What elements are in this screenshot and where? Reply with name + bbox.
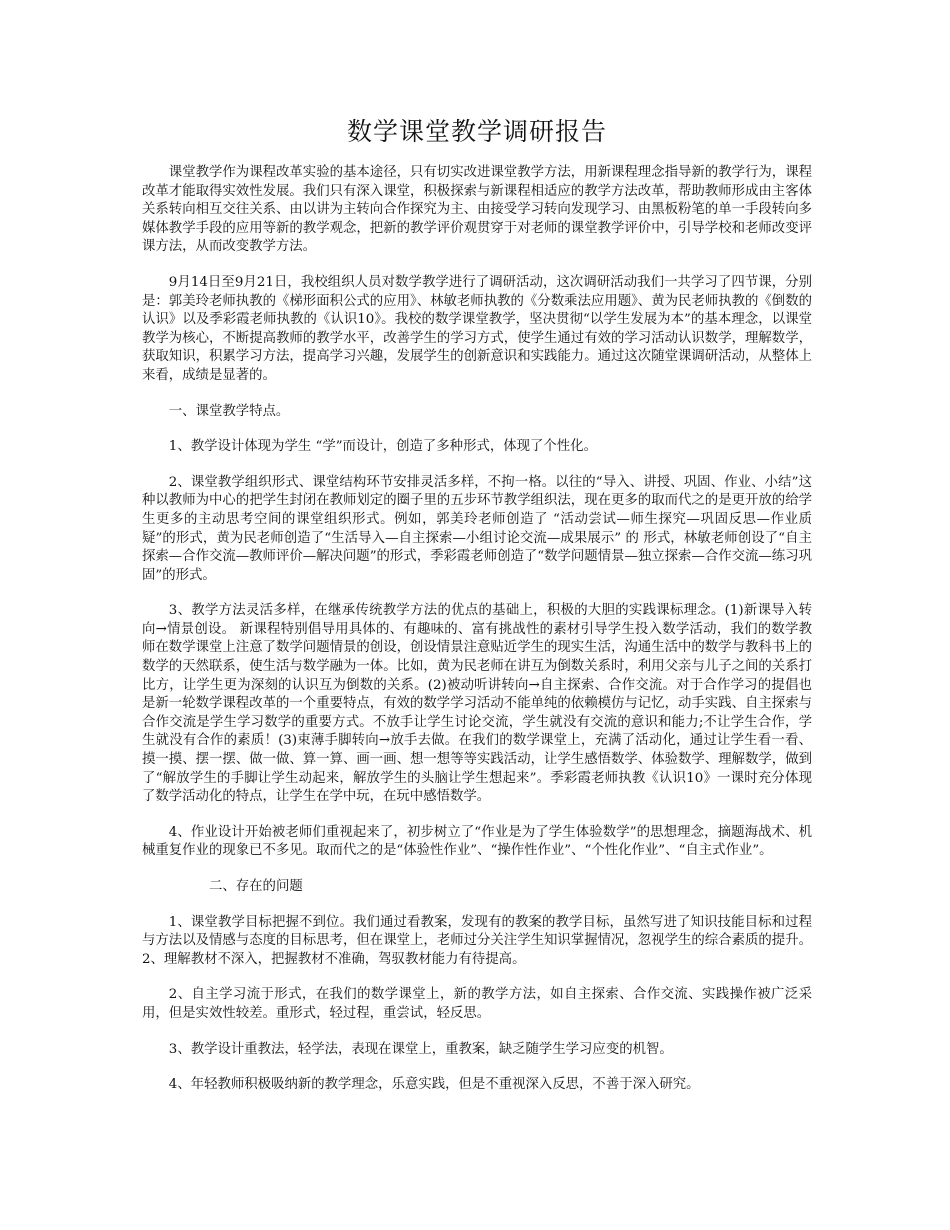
paragraph-feature-3: 3、教学方法灵活多样，在继承传统教学方法的优点的基础上，积极的大胆的实践课标理念。(1)新课导入转向→情景创设。 新课程特别倡导用具体的、有趣味的、富有挑战性的素材引导学生投入数学活动，我们的数学教师在数学课堂上注意了数学问题情景的创设，创设情景注意贴近学生的现实生活，沟通生活中的数学与教科书上的数学的天然联系，使生活与数学融为一体。比如，黄为民老师在讲互为倒数关系时，利用父亲与儿子之间的关系打比方，让学生更为深刻的认识互为倒数的关系。(2)被动听讲转向→自主探索、合作交流。对于合作学习的提倡也是新一轮数学课程改革的一个重要特点，有效的数学学习活动不能单纯的依赖模仿与记忆，动手实践、自主探索与合作交流是学生学习数学的重要方式。不放手让学生讨论交流，学生就没有交流的意识和能力;不让学生合作，学生就没有合作的素质！(3)束薄手脚转向→放手去做。在我们的数学课堂上，充满了活动化，通过让学生看一看、摸一摸、摆一摆、做一做、算一算、画一画、想一想等等实践活动，让学生感悟数学、体验数学、理解数学，做到了“解放学生的手脚让学生动起来，解放学生的头脑让学生想起来”。季彩霞老师执教《认识10》一课时充分体现了数学活动化的特点，让学生在学中玩，在玩中感悟数学。 (142, 603, 812, 805)
section-heading-features: 一、课堂教学特点。 (168, 403, 290, 419)
paragraph-feature-4: 4、作业设计开始被老师们重视起来了，初步树立了“作业是为了学生体验数学”的思想理念，摘题海战术、机械重复作业的现象已不多见。取而代之的是“体验性作业”、“操作性作业”、“个性化作业”、“自主式作业”。 (142, 824, 812, 859)
paragraph-intro: 课堂教学作为课程改革实验的基本途径，只有切实改进课堂教学方法，用新课程理念指导新的教学行为，课程改革才能取得实效性发展。我们只有深入课堂，积极探索与新课程相适应的教学方法改革，帮助教师形成由主客体关系转向相互交往关系、由以讲为主转向合作探究为主、由接受学习转向发现学习、由黑板粉笔的单一手段转向多媒体教学手段的应用等新的教学观念，把新的教学评价观贯穿于对老师的课堂教学评价中，引导学校和老师改变评课方法，从而改变教学方法。 (142, 165, 812, 255)
paragraph-problem-2: 2、自主学习流于形式，在我们的数学课堂上，新的教学方法，如自主探索、合作交流、实践操作被广泛采用，但是实效性较差。重形式，轻过程，重尝试，轻反思。 (142, 987, 812, 1021)
paragraph-survey-overview: 9月14日至9月21日，我校组织人员对数学教学进行了调研活动，这次调研活动我们一共学习了四节课，分别是：郭美玲老师执教的《梯形面积公式的应用》、林敏老师执教的《分数乘法应用题》、黄为民老师执教的《倒数的认识》以及季彩霞老师执教的《认识10》。我校的数学课堂教学，坚决贯彻“以学生发展为本”的基本理念，以课堂教学为核心，不断提高教师的教学水平，改善学生的学习方式，使学生通过有效的学习活动认识数学，理解数学，获取知识，积累学习方法，提高学习兴趣，发展学生的创新意识和实践能力。通过这次随堂课调研活动，从整体上来看，成绩是显著的。 (142, 274, 812, 383)
paragraph-problem-3: 3、教学设计重教法，轻学法，表现在课堂上，重教案，缺乏随学生学习应变的机智。 (168, 1041, 673, 1057)
document-page (142, 112, 812, 1112)
paragraph-feature-2: 2、课堂教学组织形式、课堂结构环节安排灵活多样，不拘一格。以往的“导入、讲授、巩固、作业、小结”这种以教师为中心的把学生封闭在教师划定的圈子里的五步环节教学组织法，现在更多的取而代之的是更开放的给学生更多的主动思考空间的课堂组织形式。例如，郭美玲老师创造了 “活动尝试—师生探究—巩固反思—作业质疑”的形式，黄为民老师创造了“生活导入—自主探索—小组讨论交流—成果展示” 的 形式，林敏老师创设了“自主探索—合作交流—教师评价—解决问题”的形式，季彩霞老师创造了“数学问题情景—独立探索—合作交流—练习巩固”的形式。 (142, 474, 812, 583)
paragraph-feature-1: 1、教学设计体现为学生 “学”而设计，创造了多种形式，体现了个性化。 (168, 439, 597, 455)
section-heading-problems: 二、存在的问题 (209, 879, 303, 894)
paragraph-problem-4: 4、年轻教师积极吸纳新的教学理念，乐意实践，但是不重视深入反思，不善于深入研究。 (168, 1077, 700, 1093)
document-title: 数学课堂教学调研报告 (346, 117, 607, 146)
paragraph-problem-1: 1、课堂教学目标把握不到位。我们通过看教案，发现有的教案的教学目标，虽然写进了知识技能目标和过程与方法以及情感与态度的目标思考，但在课堂上，老师过分关注学生知识掌握情况，忽视学生的综合素质的提升。2、理解教材不深入，把握教材不准确，驾驭教材能力有待提高。 (142, 914, 812, 967)
